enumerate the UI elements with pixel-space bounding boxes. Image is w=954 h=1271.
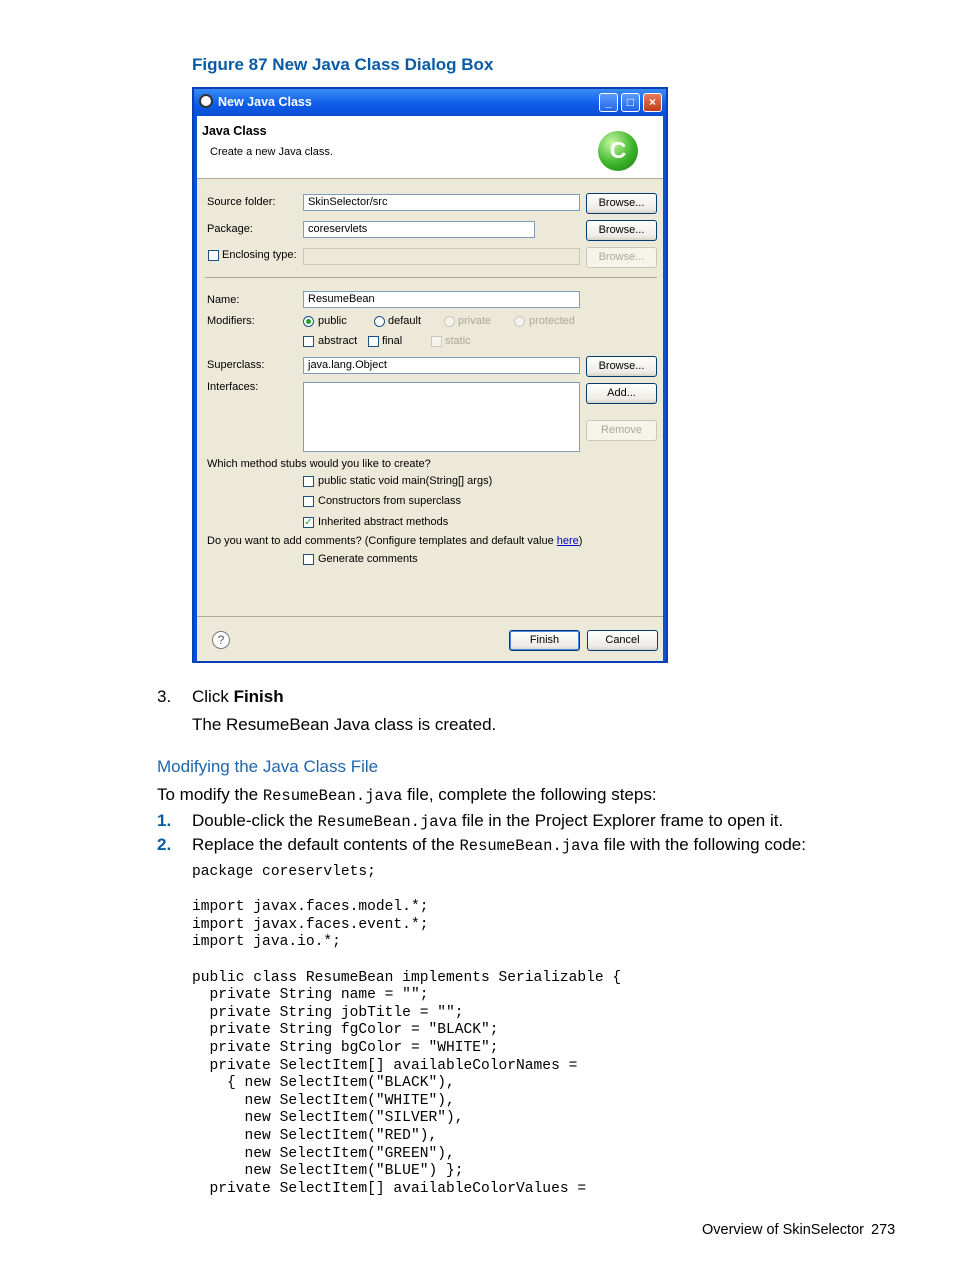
- source-folder-input[interactable]: SkinSelector/src: [303, 194, 580, 211]
- title-bar[interactable]: [194, 89, 666, 116]
- figure-caption: Figure 87 New Java Class Dialog Box: [192, 55, 494, 74]
- footer-section: Overview of SkinSelector: [702, 1222, 864, 1238]
- intro-suffix: file, complete the following steps:: [402, 785, 657, 804]
- configure-templates-link[interactable]: here: [556, 535, 579, 547]
- private-radio: [444, 316, 455, 327]
- generate-comments-checkbox[interactable]: [303, 554, 314, 565]
- wizard-title: Java Class: [202, 124, 267, 138]
- comments-question: [207, 535, 582, 547]
- step3-text: Click: [192, 687, 234, 706]
- package-browse-button[interactable]: Browse...: [586, 220, 657, 241]
- enclosing-type-browse-button: Browse...: [586, 247, 657, 268]
- default-label: default: [388, 315, 422, 327]
- superclass-input[interactable]: java.lang.Object: [303, 357, 580, 374]
- step2-code: ResumeBean.java: [459, 837, 599, 855]
- final-label: final: [382, 335, 403, 347]
- footer-separator: [197, 616, 663, 617]
- page-number: 273: [871, 1222, 896, 1238]
- section-intro: [157, 785, 657, 805]
- private-label: private: [458, 315, 492, 327]
- window-title: New Java Class: [218, 95, 312, 109]
- main-stub-checkbox[interactable]: [303, 476, 314, 487]
- step1-number: 1.: [157, 811, 172, 830]
- finish-button[interactable]: Finish: [509, 630, 580, 651]
- help-icon[interactable]: ?: [212, 631, 230, 649]
- superclass-label: Superclass:: [207, 359, 265, 371]
- static-checkbox: [431, 336, 442, 347]
- final-checkbox[interactable]: [368, 336, 379, 347]
- generate-comments-label: Generate comments: [318, 553, 418, 565]
- abstract-checkbox[interactable]: [303, 336, 314, 347]
- public-radio[interactable]: [303, 316, 314, 327]
- intro-prefix: To modify the: [157, 785, 263, 804]
- step3-result: The ResumeBean Java class is created.: [192, 715, 497, 734]
- wizard-description: Create a new Java class.: [210, 146, 333, 158]
- step2-suffix: file with the following code:: [599, 835, 806, 854]
- java-class-logo-icon: C: [598, 131, 638, 171]
- constructors-stub-checkbox[interactable]: [303, 496, 314, 507]
- step1-code: ResumeBean.java: [317, 813, 458, 831]
- interfaces-list[interactable]: [303, 382, 580, 452]
- constructors-stub-label: Constructors from superclass: [318, 495, 462, 507]
- source-folder-browse-button[interactable]: Browse...: [586, 193, 657, 214]
- package-input[interactable]: coreservlets: [303, 221, 535, 238]
- step1-text: [192, 811, 783, 831]
- interfaces-label: Interfaces:: [207, 381, 259, 393]
- wizard-header: [197, 116, 663, 179]
- step1-prefix: Double-click the: [192, 811, 318, 830]
- intro-code: ResumeBean.java: [262, 787, 403, 805]
- code-listing: package coreservlets; import javax.faces.model.*; import javax.faces.event.*; import java.io.*; public class ResumeBean implements Serializable { private String name = ""; private String jobTitle = ""; private String fgColor = "BLACK"; private String bgColor = "WHITE"; private SelectItem[] availableColorNames = { new SelectItem("BLACK"), new SelectItem("WHITE"), new SelectItem("SILVER"), new SelectItem("RED"), new SelectItem("GREEN"), new SelectItem("BLUE") }; private SelectItem[] availableColorValues =: [192, 864, 622, 1197]
- close-button[interactable]: ×: [643, 93, 662, 112]
- separator: [205, 277, 657, 278]
- enclosing-type-input: [303, 248, 580, 265]
- inherited-stub-checkbox[interactable]: ✓: [304, 517, 313, 528]
- step1-suffix: file in the Project Explorer frame to open it.: [457, 811, 784, 830]
- superclass-browse-button[interactable]: Browse...: [586, 356, 657, 377]
- eclipse-gear-icon: [199, 94, 213, 108]
- step2-text: [192, 835, 806, 855]
- inherited-stub-label: Inherited abstract methods: [318, 516, 449, 528]
- default-radio[interactable]: [374, 316, 385, 327]
- enclosing-type-checkbox[interactable]: [208, 250, 219, 261]
- add-interface-button[interactable]: Add...: [586, 383, 657, 404]
- minimize-button[interactable]: _: [599, 93, 618, 112]
- public-label: public: [318, 315, 347, 327]
- comments-question-text: Do you want to add comments? (Configure templates and default value: [207, 535, 557, 547]
- new-java-class-dialog: [192, 87, 668, 663]
- name-label: Name:: [207, 294, 240, 306]
- package-label: Package:: [207, 223, 253, 235]
- name-input[interactable]: ResumeBean: [303, 291, 580, 308]
- enclosing-type-label: Enclosing type:: [222, 249, 297, 261]
- dialog-client-area: [197, 116, 663, 661]
- source-folder-label: Source folder:: [207, 196, 276, 208]
- maximize-button[interactable]: □: [621, 93, 640, 112]
- step2-prefix: Replace the default contents of the: [192, 835, 460, 854]
- protected-label: protected: [529, 315, 575, 327]
- remove-interface-button: Remove: [586, 420, 657, 441]
- stubs-question: Which method stubs would you like to create?: [207, 458, 431, 470]
- protected-radio: [514, 316, 525, 327]
- comments-question-end: ): [578, 535, 583, 547]
- section-heading: Modifying the Java Class File: [157, 757, 379, 776]
- step3-number: 3.: [157, 687, 172, 706]
- static-label: static: [445, 335, 471, 347]
- abstract-label: abstract: [318, 335, 358, 347]
- step3-instruction: [192, 687, 284, 707]
- cancel-button[interactable]: Cancel: [587, 630, 658, 651]
- main-stub-label: public static void main(String[] args): [318, 475, 493, 487]
- step3-bold: Finish: [233, 687, 284, 706]
- step2-number: 2.: [157, 835, 172, 854]
- modifiers-label: Modifiers:: [207, 315, 255, 327]
